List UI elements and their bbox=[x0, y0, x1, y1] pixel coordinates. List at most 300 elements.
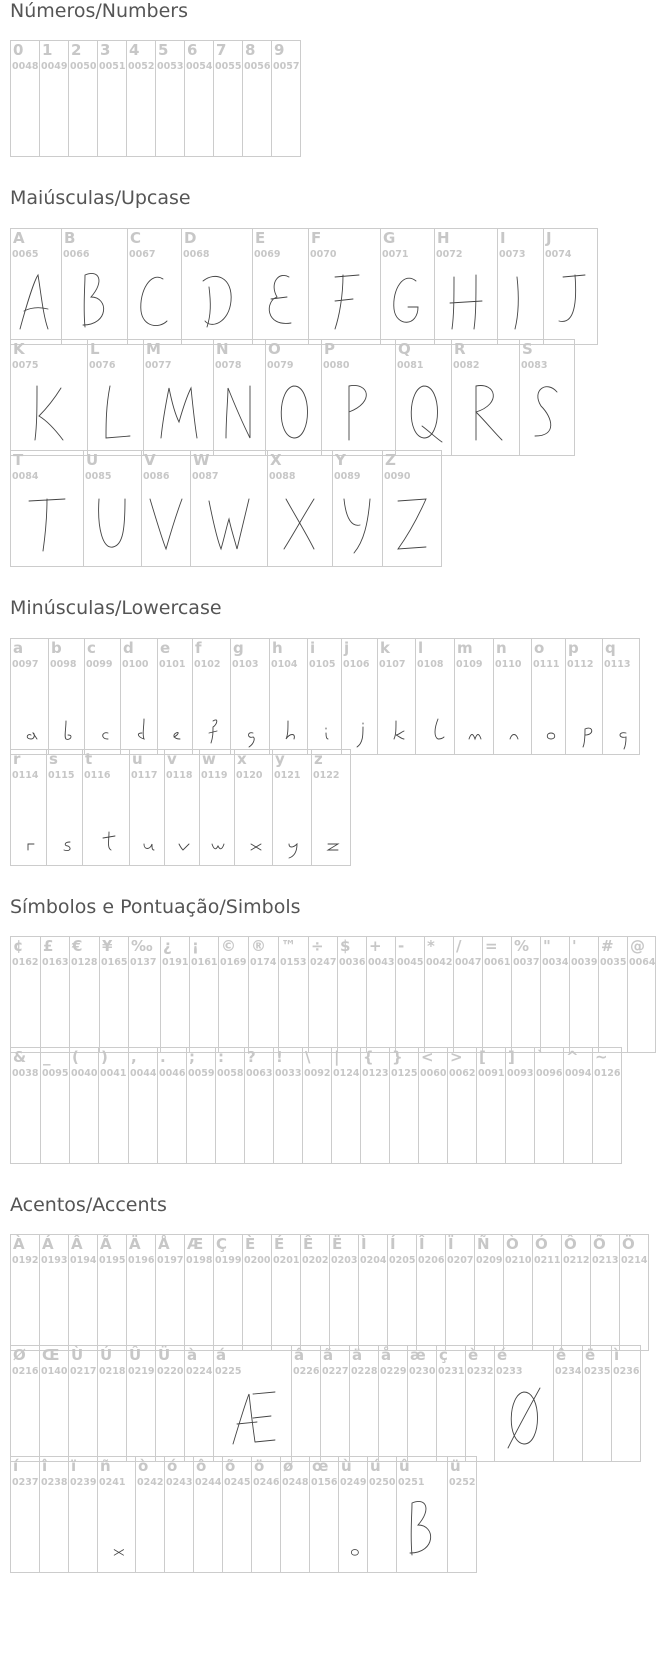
glyph-cell bbox=[360, 1047, 390, 1164]
glyph-cell bbox=[454, 638, 494, 755]
glyph-char-label: D bbox=[184, 229, 197, 247]
glyph-code-label: 0061 bbox=[484, 957, 511, 968]
glyph-code-label: 0107 bbox=[379, 659, 406, 670]
glyph-code-label: 0122 bbox=[313, 770, 340, 781]
glyph-sample bbox=[11, 378, 87, 448]
glyph-code-label: 0094 bbox=[565, 1068, 592, 1079]
glyph-sample bbox=[435, 267, 497, 337]
glyph-cell bbox=[10, 339, 88, 456]
glyph-cell bbox=[416, 1234, 446, 1351]
glyph-char-label: ã bbox=[323, 1346, 334, 1364]
glyph-cell bbox=[349, 1345, 379, 1462]
glyph-cell bbox=[497, 228, 544, 345]
section-title-accents: Acentos/Accents bbox=[10, 1194, 167, 1216]
glyph-cell bbox=[10, 749, 47, 866]
section-title-symbols: Símbolos e Pontuação/Simbols bbox=[10, 896, 301, 918]
glyph-char-label: F bbox=[311, 229, 322, 247]
glyph-char-label: Ï bbox=[448, 1235, 454, 1253]
glyph-code-label: 0065 bbox=[12, 249, 39, 260]
glyph-cell bbox=[199, 749, 235, 866]
glyph-char-label: A bbox=[13, 229, 25, 247]
glyph-code-label: 0201 bbox=[273, 1255, 300, 1266]
glyph-sample bbox=[11, 267, 61, 337]
glyph-char-label: Û bbox=[129, 1346, 142, 1364]
glyph-code-label: 0239 bbox=[70, 1477, 97, 1488]
glyph-cell bbox=[358, 1234, 388, 1351]
glyph-char-label: ) bbox=[101, 1048, 108, 1066]
glyph-cell bbox=[248, 936, 279, 1053]
glyph-char-label: ` bbox=[537, 1048, 545, 1066]
glyph-char-label: ¥ bbox=[102, 937, 113, 955]
glyph-char-label: W bbox=[193, 451, 210, 469]
glyph-char-label: M bbox=[146, 340, 161, 358]
glyph-code-label: 0060 bbox=[420, 1068, 447, 1079]
glyph-code-label: 0079 bbox=[267, 360, 294, 371]
glyph-char-label: \ bbox=[305, 1048, 311, 1066]
glyph-code-label: 0120 bbox=[236, 770, 263, 781]
glyph-code-label: 0162 bbox=[12, 957, 39, 968]
glyph-cell bbox=[157, 1047, 187, 1164]
glyph-cell bbox=[10, 1345, 40, 1462]
glyph-code-label: 0245 bbox=[224, 1477, 251, 1488]
glyph-char-label: 4 bbox=[129, 41, 140, 59]
glyph-char-label: ; bbox=[189, 1048, 195, 1066]
upcase-row-3 bbox=[10, 450, 441, 567]
glyph-cell bbox=[380, 228, 435, 345]
glyph-cell bbox=[244, 1047, 274, 1164]
glyph-cell bbox=[135, 1456, 165, 1573]
glyph-cell bbox=[126, 1234, 156, 1351]
lowercase-row-2 bbox=[10, 749, 350, 866]
glyph-char-label: í bbox=[13, 1457, 19, 1475]
glyph-char-label: c bbox=[87, 639, 96, 657]
glyph-char-label: ¡ bbox=[192, 937, 199, 955]
glyph-cell bbox=[602, 638, 640, 755]
glyph-code-label: 0035 bbox=[600, 957, 627, 968]
glyph-code-label: 0082 bbox=[453, 360, 480, 371]
glyph-code-label: 0050 bbox=[70, 61, 97, 72]
glyph-char-label: ? bbox=[247, 1048, 256, 1066]
glyph-cell bbox=[10, 228, 62, 345]
glyph-char-label: Ä bbox=[129, 1235, 141, 1253]
glyph-cell bbox=[120, 638, 158, 755]
glyph-cell bbox=[213, 1234, 243, 1351]
glyph-char-label: 2 bbox=[71, 41, 82, 59]
glyph-sample bbox=[397, 1495, 447, 1565]
glyph-sample bbox=[88, 378, 143, 448]
glyph-code-label: 0075 bbox=[12, 360, 39, 371]
glyph-char-label: ^ bbox=[566, 1048, 579, 1066]
glyph-sample bbox=[200, 788, 234, 858]
glyph-code-label: 0119 bbox=[201, 770, 228, 781]
glyph-char-label: H bbox=[437, 229, 450, 247]
glyph-char-label: ( bbox=[72, 1048, 79, 1066]
glyph-cell bbox=[445, 1234, 475, 1351]
glyph-code-label: 0073 bbox=[499, 249, 526, 260]
glyph-char-label: 0 bbox=[13, 41, 24, 59]
glyph-char-label: Y bbox=[335, 451, 346, 469]
glyph-cell bbox=[447, 1456, 477, 1573]
glyph-cell bbox=[395, 339, 452, 456]
glyph-code-label: 0051 bbox=[99, 61, 126, 72]
glyph-cell bbox=[155, 1345, 185, 1462]
glyph-cell bbox=[308, 228, 381, 345]
glyph-cell bbox=[87, 339, 144, 456]
glyph-cell bbox=[10, 40, 40, 157]
glyph-code-label: 0140 bbox=[41, 1366, 68, 1377]
glyph-char-label: l bbox=[418, 639, 424, 657]
glyph-cell bbox=[311, 749, 351, 866]
glyph-char-label: O bbox=[268, 340, 281, 358]
glyph-code-label: 0128 bbox=[71, 957, 98, 968]
glyph-cell bbox=[129, 749, 165, 866]
glyph-code-label: 0064 bbox=[629, 957, 656, 968]
glyph-code-label: 0093 bbox=[507, 1068, 534, 1079]
glyph-code-label: 0200 bbox=[244, 1255, 271, 1266]
glyph-sample bbox=[165, 788, 199, 858]
glyph-code-label: 0091 bbox=[478, 1068, 505, 1079]
glyph-sample bbox=[532, 677, 565, 747]
glyph-char-label: _ bbox=[43, 1048, 51, 1066]
glyph-code-label: 0169 bbox=[220, 957, 247, 968]
glyph-cell bbox=[40, 1047, 70, 1164]
upcase-row-1 bbox=[10, 228, 597, 345]
glyph-code-label: 0224 bbox=[186, 1366, 213, 1377]
glyph-code-label: 0069 bbox=[254, 249, 281, 260]
glyph-char-label: I bbox=[500, 229, 506, 247]
glyph-cell bbox=[213, 1345, 292, 1462]
glyph-sample bbox=[11, 677, 48, 747]
glyph-cell bbox=[407, 1345, 437, 1462]
glyph-code-label: 0104 bbox=[271, 659, 298, 670]
glyph-code-label: 0054 bbox=[186, 61, 213, 72]
glyph-cell bbox=[10, 936, 41, 1053]
glyph-code-label: 0225 bbox=[215, 1366, 242, 1377]
glyph-cell bbox=[436, 1345, 466, 1462]
glyph-char-label: Ô bbox=[564, 1235, 577, 1253]
glyph-sample bbox=[494, 677, 531, 747]
glyph-char-label: k bbox=[380, 639, 390, 657]
glyph-char-label: w bbox=[202, 750, 216, 768]
glyph-char-label: Ü bbox=[158, 1346, 171, 1364]
glyph-cell bbox=[218, 936, 249, 1053]
glyph-code-label: 0121 bbox=[274, 770, 301, 781]
glyph-char-label: | bbox=[334, 1048, 340, 1066]
glyph-char-label: Õ bbox=[593, 1235, 606, 1253]
glyph-code-label: 0108 bbox=[417, 659, 444, 670]
symbols-row-2 bbox=[10, 1047, 621, 1164]
glyph-char-label: Ñ bbox=[477, 1235, 490, 1253]
glyph-cell bbox=[222, 1456, 252, 1573]
glyph-char-label: Å bbox=[158, 1235, 170, 1253]
glyph-code-label: 0251 bbox=[398, 1477, 425, 1488]
glyph-code-label: 0156 bbox=[311, 1477, 338, 1488]
glyph-cell bbox=[476, 1047, 506, 1164]
glyph-code-label: 0227 bbox=[322, 1366, 349, 1377]
glyph-code-label: 0063 bbox=[246, 1068, 273, 1079]
glyph-sample bbox=[144, 378, 213, 448]
glyph-cell bbox=[271, 1234, 301, 1351]
glyph-sample bbox=[158, 677, 192, 747]
glyph-code-label: 0056 bbox=[244, 61, 271, 72]
glyph-code-label: 0204 bbox=[360, 1255, 387, 1266]
glyph-char-label: C bbox=[130, 229, 142, 247]
glyph-code-label: 0048 bbox=[12, 61, 39, 72]
glyph-code-label: 0077 bbox=[145, 360, 172, 371]
glyph-cell bbox=[61, 228, 128, 345]
glyph-cell bbox=[184, 40, 214, 157]
glyph-char-label: û bbox=[399, 1457, 410, 1475]
glyph-char-label: È bbox=[245, 1235, 256, 1253]
glyph-cell bbox=[213, 40, 243, 157]
glyph-code-label: 0074 bbox=[545, 249, 572, 260]
glyph-code-label: 0055 bbox=[215, 61, 242, 72]
glyph-char-label: j bbox=[344, 639, 350, 657]
glyph-char-label: 1 bbox=[42, 41, 53, 59]
glyph-char-label: ' bbox=[572, 937, 577, 955]
glyph-cell bbox=[10, 1047, 41, 1164]
glyph-code-label: 0241 bbox=[99, 1477, 126, 1488]
glyph-char-label: Æ bbox=[187, 1235, 204, 1253]
glyph-char-label: ö bbox=[254, 1457, 265, 1475]
symbols-row-1 bbox=[10, 936, 655, 1053]
glyph-code-label: 0102 bbox=[194, 659, 221, 670]
glyph-cell bbox=[494, 1345, 554, 1462]
glyph-cell bbox=[271, 40, 301, 157]
glyph-cell bbox=[337, 936, 367, 1053]
glyph-cell bbox=[329, 1234, 359, 1351]
glyph-cell bbox=[193, 1456, 223, 1573]
glyph-code-label: 0199 bbox=[215, 1255, 242, 1266]
glyph-char-label: 5 bbox=[158, 41, 169, 59]
glyph-char-label: / bbox=[456, 937, 462, 955]
glyph-code-label: 0235 bbox=[584, 1366, 611, 1377]
glyph-cell bbox=[39, 40, 69, 157]
glyph-cell bbox=[453, 936, 483, 1053]
glyph-sample bbox=[11, 788, 46, 858]
glyph-cell bbox=[252, 228, 309, 345]
glyph-char-label: } bbox=[392, 1048, 403, 1066]
glyph-code-label: 0053 bbox=[157, 61, 184, 72]
glyph-cell bbox=[213, 339, 266, 456]
glyph-code-label: 0080 bbox=[323, 360, 350, 371]
glyph-code-label: 0216 bbox=[12, 1366, 39, 1377]
glyph-char-label: % bbox=[514, 937, 530, 955]
glyph-code-label: 0111 bbox=[533, 659, 560, 670]
glyph-char-label: & bbox=[13, 1048, 27, 1066]
glyph-char-label: © bbox=[221, 937, 236, 955]
glyph-sample bbox=[231, 677, 269, 747]
glyph-char-label: K bbox=[13, 340, 25, 358]
glyph-char-label: + bbox=[369, 937, 382, 955]
glyph-cell bbox=[99, 936, 129, 1053]
glyph-cell bbox=[127, 228, 182, 345]
glyph-code-label: 0217 bbox=[70, 1366, 97, 1377]
glyph-sample bbox=[378, 677, 415, 747]
glyph-cell bbox=[451, 339, 520, 456]
glyph-char-label: ú bbox=[370, 1457, 381, 1475]
glyph-cell bbox=[331, 1047, 361, 1164]
glyph-char-label: æ bbox=[410, 1346, 426, 1364]
glyph-cell bbox=[434, 228, 498, 345]
glyph-char-label: ¿ bbox=[163, 937, 172, 955]
glyph-cell bbox=[321, 339, 396, 456]
glyph-cell bbox=[40, 936, 70, 1053]
glyph-cell bbox=[97, 40, 127, 157]
glyph-char-label: ! bbox=[276, 1048, 283, 1066]
glyph-code-label: 0059 bbox=[188, 1068, 215, 1079]
glyph-sample bbox=[495, 1384, 553, 1454]
glyph-code-label: 0095 bbox=[42, 1068, 69, 1079]
glyph-cell bbox=[184, 1234, 214, 1351]
glyph-char-label: Ë bbox=[332, 1235, 343, 1253]
glyph-code-label: 0067 bbox=[129, 249, 156, 260]
glyph-sample bbox=[455, 677, 493, 747]
glyph-cell bbox=[39, 1345, 69, 1462]
glyph-cell bbox=[68, 40, 98, 157]
glyph-cell bbox=[68, 1345, 98, 1462]
glyph-char-label: # bbox=[601, 937, 614, 955]
glyph-code-label: 0089 bbox=[334, 471, 361, 482]
glyph-code-label: 0209 bbox=[476, 1255, 503, 1266]
glyph-code-label: 0244 bbox=[195, 1477, 222, 1488]
glyph-char-label: v bbox=[167, 750, 177, 768]
glyph-cell bbox=[307, 638, 342, 755]
glyph-char-label: i bbox=[310, 639, 316, 657]
glyph-char-label: ó bbox=[167, 1457, 178, 1475]
section-title-numbers: Números/Numbers bbox=[10, 0, 188, 22]
glyph-code-label: 0033 bbox=[275, 1068, 302, 1079]
glyph-code-label: 0198 bbox=[186, 1255, 213, 1266]
glyph-code-label: 0238 bbox=[41, 1477, 68, 1488]
glyph-char-label: Î bbox=[419, 1235, 425, 1253]
glyph-cell bbox=[377, 638, 416, 755]
glyph-sample bbox=[342, 677, 377, 747]
glyph-char-label: G bbox=[383, 229, 396, 247]
glyph-cell bbox=[291, 1345, 321, 1462]
glyph-char-label: @ bbox=[630, 937, 645, 955]
glyph-cell bbox=[157, 638, 193, 755]
glyph-code-label: 0236 bbox=[613, 1366, 640, 1377]
glyph-code-label: 0192 bbox=[12, 1255, 39, 1266]
glyph-code-label: 0161 bbox=[191, 957, 218, 968]
glyph-code-label: 0068 bbox=[183, 249, 210, 260]
glyph-char-label: Ç bbox=[216, 1235, 228, 1253]
glyph-code-label: 0044 bbox=[130, 1068, 157, 1079]
glyph-char-label: Ã bbox=[100, 1235, 112, 1253]
glyph-sample bbox=[268, 489, 332, 559]
glyph-code-label: 0040 bbox=[71, 1068, 98, 1079]
glyph-code-label: 0117 bbox=[131, 770, 158, 781]
glyph-char-label: £ bbox=[43, 937, 54, 955]
glyph-char-label: E bbox=[255, 229, 266, 247]
glyph-char-label: o bbox=[534, 639, 545, 657]
glyph-sample bbox=[333, 489, 382, 559]
glyph-sample bbox=[270, 677, 307, 747]
lowercase-row-1 bbox=[10, 638, 639, 755]
glyph-cell bbox=[387, 1234, 417, 1351]
glyph-char-label: 6 bbox=[187, 41, 198, 59]
glyph-cell bbox=[242, 40, 272, 157]
glyph-cell bbox=[627, 936, 656, 1053]
accents-row-3 bbox=[10, 1456, 476, 1573]
glyph-code-label: 0100 bbox=[122, 659, 149, 670]
glyph-code-label: 0212 bbox=[563, 1255, 590, 1266]
glyph-code-label: 0228 bbox=[351, 1366, 378, 1377]
glyph-char-label: ÷ bbox=[311, 937, 324, 955]
glyph-code-label: 0106 bbox=[343, 659, 370, 670]
glyph-code-label: 0205 bbox=[389, 1255, 416, 1266]
glyph-char-label: b bbox=[51, 639, 62, 657]
glyph-sample bbox=[416, 677, 454, 747]
glyph-cell bbox=[320, 1345, 350, 1462]
glyph-sample bbox=[47, 788, 82, 858]
glyph-cell bbox=[68, 1234, 98, 1351]
glyph-code-label: 0231 bbox=[438, 1366, 465, 1377]
glyph-code-label: 0113 bbox=[604, 659, 631, 670]
glyph-code-label: 0250 bbox=[369, 1477, 396, 1488]
glyph-code-label: 0203 bbox=[331, 1255, 358, 1266]
glyph-cell bbox=[10, 1456, 40, 1573]
glyph-cell bbox=[278, 936, 309, 1053]
glyph-sample bbox=[396, 378, 451, 448]
glyph-code-label: 0219 bbox=[128, 1366, 155, 1377]
glyph-cell bbox=[69, 936, 100, 1053]
glyph-cell bbox=[396, 1456, 448, 1573]
glyph-cell bbox=[382, 450, 442, 567]
glyph-char-label: < bbox=[421, 1048, 434, 1066]
glyph-char-label: x bbox=[237, 750, 247, 768]
glyph-cell bbox=[272, 749, 312, 866]
glyph-cell bbox=[155, 40, 185, 157]
glyph-char-label: Ù bbox=[71, 1346, 84, 1364]
glyph-code-label: 0243 bbox=[166, 1477, 193, 1488]
glyph-cell bbox=[341, 638, 378, 755]
glyph-code-label: 0038 bbox=[12, 1068, 39, 1079]
glyph-char-label: [ bbox=[479, 1048, 486, 1066]
glyph-code-label: 0105 bbox=[309, 659, 336, 670]
glyph-sample bbox=[253, 267, 308, 337]
glyph-char-label: ò bbox=[138, 1457, 149, 1475]
glyph-code-label: 0195 bbox=[99, 1255, 126, 1266]
glyph-char-label: é bbox=[497, 1346, 508, 1364]
glyph-char-label: z bbox=[314, 750, 323, 768]
glyph-sample bbox=[191, 489, 267, 559]
glyph-cell bbox=[447, 1047, 477, 1164]
glyph-code-label: 0206 bbox=[418, 1255, 445, 1266]
glyph-char-label: î bbox=[42, 1457, 48, 1475]
glyph-char-label: L bbox=[90, 340, 100, 358]
glyph-char-label: . bbox=[160, 1048, 166, 1066]
glyph-char-label: f bbox=[195, 639, 202, 657]
glyph-cell bbox=[619, 1234, 649, 1351]
glyph-char-label: : bbox=[218, 1048, 224, 1066]
glyph-code-label: 0046 bbox=[159, 1068, 186, 1079]
glyph-cell bbox=[267, 450, 333, 567]
glyph-code-label: 0126 bbox=[594, 1068, 621, 1079]
glyph-cell bbox=[97, 1345, 127, 1462]
glyph-sample bbox=[182, 267, 252, 337]
glyph-char-label: u bbox=[132, 750, 143, 768]
glyph-cell bbox=[10, 638, 49, 755]
glyph-code-label: 0052 bbox=[128, 61, 155, 72]
glyph-cell bbox=[611, 1345, 641, 1462]
glyph-char-label: 9 bbox=[274, 41, 285, 59]
glyph-char-label: B bbox=[64, 229, 76, 247]
glyph-code-label: 0101 bbox=[159, 659, 186, 670]
glyph-code-label: 0197 bbox=[157, 1255, 184, 1266]
glyph-cell bbox=[69, 1047, 99, 1164]
